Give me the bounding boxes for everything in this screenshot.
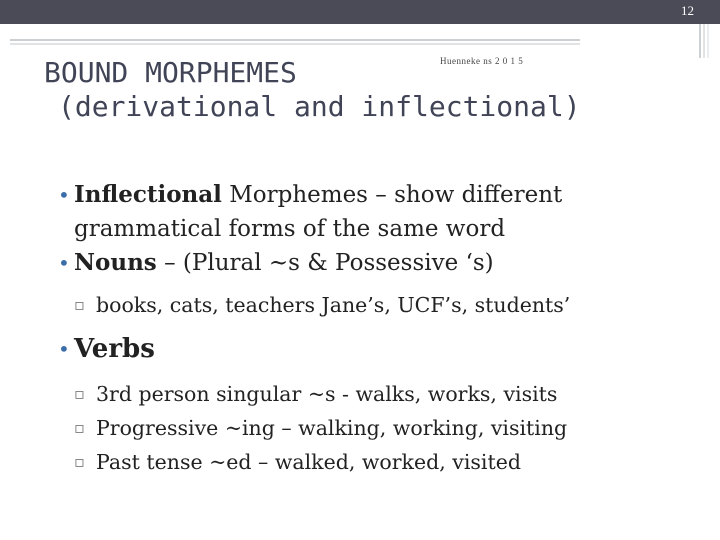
bullet-bold: Verbs bbox=[74, 334, 155, 364]
sub-bullet-text: 3rd person singular ~s - walks, works, visits bbox=[96, 382, 558, 406]
bullet-text: – (Plural ~s & Possessive ‘s) bbox=[156, 250, 494, 276]
bullet-dot-icon: • bbox=[58, 251, 70, 275]
bullet-text: Morphemes – show different bbox=[221, 182, 563, 208]
sub-bullet-third-person bbox=[58, 377, 698, 411]
bullet-bold: Nouns bbox=[74, 249, 157, 276]
bullet-dot-icon: • bbox=[58, 183, 70, 207]
square-bullet-icon: ▫ bbox=[74, 384, 85, 403]
author-credit: Huenneke ns 2 0 1 5 bbox=[440, 56, 524, 66]
sub-bullet-progressive bbox=[58, 411, 698, 445]
slide-title bbox=[44, 56, 581, 124]
top-bar bbox=[0, 0, 720, 24]
title-line-2: (derivational and inflectional) bbox=[58, 90, 581, 123]
bullet-bold: Inflectional bbox=[74, 181, 222, 208]
sub-bullet-text: books, cats, teachers Jane’s, UCF’s, students’ bbox=[96, 293, 571, 317]
page-number: 12 bbox=[681, 3, 694, 18]
square-bullet-icon: ▫ bbox=[74, 418, 85, 437]
sub-bullet-text: Progressive ~ing – walking, working, visiting bbox=[96, 416, 568, 440]
title-line-1: BOUND MORPHEMES bbox=[44, 56, 297, 89]
slide-content bbox=[58, 178, 698, 479]
sub-bullet-text: Past tense ~ed – walked, worked, visited bbox=[96, 450, 521, 474]
bullet-dot-icon: • bbox=[58, 337, 70, 361]
bullet-continuation: grammatical forms of the same word bbox=[74, 216, 506, 242]
square-bullet-icon: ▫ bbox=[74, 295, 85, 314]
sub-bullet-nouns-examples bbox=[58, 288, 698, 322]
bullet-inflectional bbox=[58, 178, 698, 246]
square-bullet-icon: ▫ bbox=[74, 452, 85, 471]
sub-bullet-past-tense bbox=[58, 445, 698, 479]
bullet-verbs bbox=[58, 332, 698, 367]
bullet-nouns bbox=[58, 246, 698, 280]
